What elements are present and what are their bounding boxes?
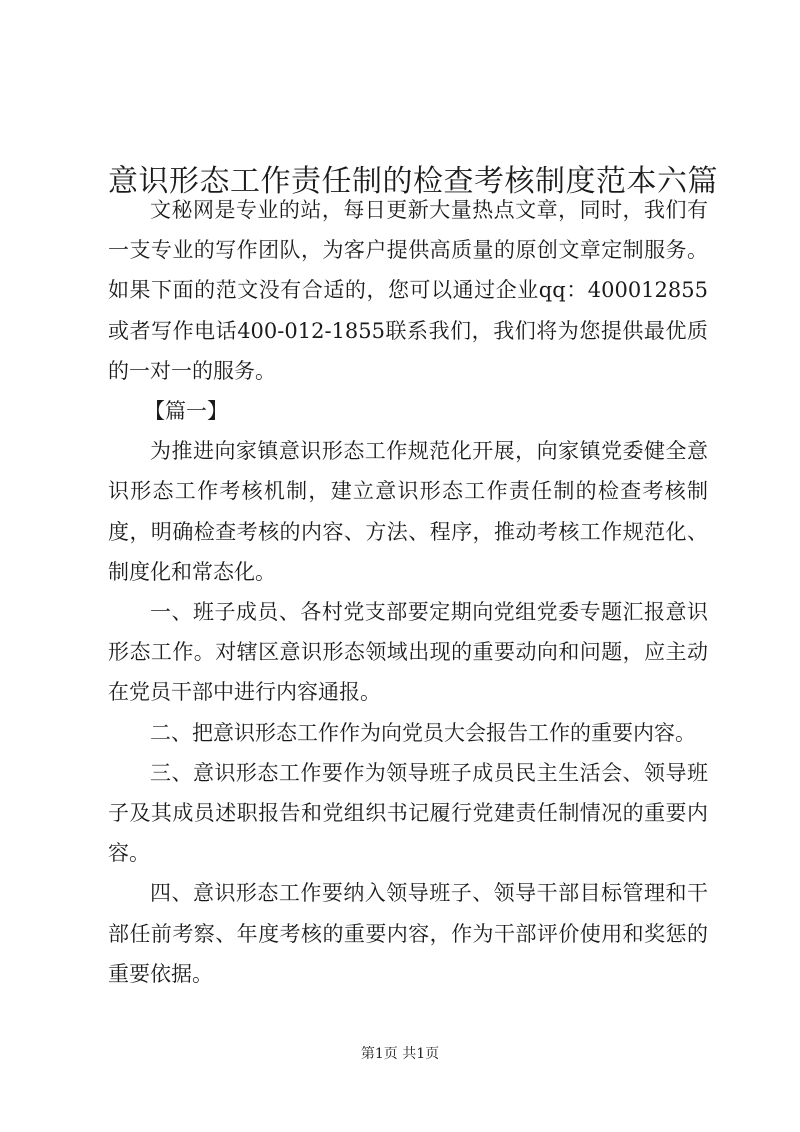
- section-heading: 【篇一】: [144, 399, 228, 424]
- body-paragraph: 二、把意识形态工作作为向党员大会报告工作的重要内容。: [150, 720, 696, 745]
- intro-paragraph: 文秘网是专业的站，每日更新大量热点文章，同时，我们有一支专业的写作团队，为客户提供高质量的原创文章定制服务。如果下面的范文没有合适的，您可以通过企业qq：400012855或者写作电话400-012-1855联系我们，我们将为您提供最优质的一对一的服务。: [108, 198, 708, 383]
- body-paragraph: 为推进向家镇意识形态工作规范化开展，向家镇党委健全意识形态工作考核机制，建立意识形态工作责任制的检查考核制度，明确检查考核的内容、方法、程序，推动考核工作规范化、制度化和常态化。: [108, 439, 708, 584]
- body-paragraph: 三、意识形态工作要作为领导班子成员民主生活会、领导班子及其成员述职报告和党组织书记履行党建责任制情况的重要内容。: [108, 760, 708, 866]
- body-paragraph: 四、意识形态工作要纳入领导班子、领导干部目标管理和干部任前考察、年度考核的重要内容，作为干部评价使用和奖惩的重要依据。: [108, 881, 708, 986]
- document-body: [108, 190, 708, 994]
- document-title: 意识形态工作责任制的检查考核制度范本六篇: [108, 164, 718, 200]
- page-footer: 第1页 共1页: [360, 1046, 440, 1062]
- body-paragraph: 一、班子成员、各村党支部要定期向党组党委专题汇报意识形态工作。对辖区意识形态领域出现的重要动向和问题，应主动在党员干部中进行内容通报。: [108, 600, 708, 705]
